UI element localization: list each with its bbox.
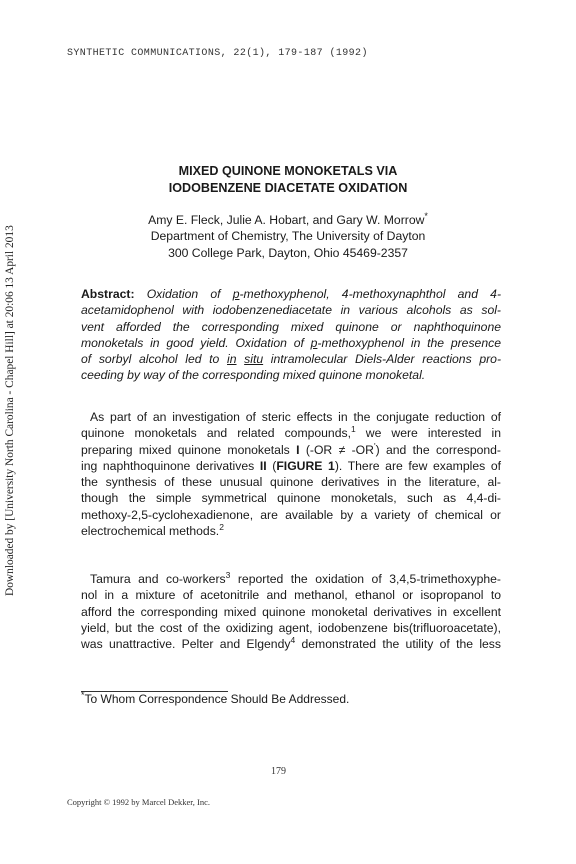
affiliation: Department of Chemistry, The University of Dayton [150,229,426,244]
abstract-line: monoketals in good yield. Oxidation of p-methoxyphenol in the presence [81,335,501,350]
abstract-label: Abstract: [81,287,135,301]
abstract [81,286,501,384]
copyright-notice: Copyright © 1992 by Marcel Dekker, Inc. [67,797,211,807]
address: 300 College Park, Dayton, Ohio 45469-2357 [168,245,408,260]
article-title [120,163,456,196]
text-line: Tamura and co-workers$^3$ reported the oxidation of 3,4,5-trimethoxyphe- [90,569,501,586]
page-number: 179 [271,766,286,777]
text-line: afford the corresponding mixed quinone monoketal derivatives in excellent [81,604,501,619]
ref-1: 1 [350,424,356,435]
footnote-mark: * [81,690,85,700]
title-line-2: IODOBENZENE DIACETATE OXIDATION [168,180,408,195]
text-line: preparing mixed quinone monoketals I (-OR ≠ -OR') and the correspond- [81,440,501,457]
ref-2: 2 [219,522,224,533]
text-line: nol in a mixture of acetonitrile and methanol, ethanol or isopropanol to [81,588,501,603]
download-watermark: Downloaded by [University North Carolina - Chapel Hill] at 20:06 13 April 2013 [4,225,16,596]
author-names: Amy E. Fleck, Julie A. Hobart, and Gary W. Morrow* [148,210,428,227]
footnote: *To Whom Correspondence Should Be Addressed. [81,690,350,706]
title-line-1: MIXED QUINONE MONOKETALS VIA [178,164,398,178]
abstract-line: of sorbyl alcohol led to in situ intramolecular Diels-Alder reactions pro- [81,352,502,367]
text-line: yield, but the cost of the oxidizing agent, iodobenzene bis(trifluoroacetate), [81,620,501,635]
ref-4: 4 [290,635,296,646]
running-header: SYNTHETIC COMMUNICATIONS, 22(1), 179-187 (1992) [67,48,368,59]
corresponding-mark: * [424,210,428,221]
abstract-line: vent afforded the corresponding mixed quinone or naphthoquinone [81,319,501,334]
text-line: quinone monoketals and related compounds,$^1$ we were interested in [81,424,501,441]
ref-3: 3 [225,569,231,580]
body-paragraph-1 [81,409,501,539]
text-line: electrochemical methods.$^2$ [81,522,224,539]
abstract-line: acetamidophenol with iodobenzenediacetate in various alcohols as sol- [81,303,501,318]
text-line: though the simple symmetrical quinone monoketals, such as 4,4-di- [81,491,501,506]
author-block [110,212,466,261]
text-line: ing naphthoquinone derivatives II (FIGURE 1). There are few examples of [81,458,501,473]
abstract-line: ceeding by way of the corresponding mixed quinone monoketal. [81,368,426,383]
text-line: methoxy-2,5-cyclohexadienone, are available by a variety of chemical or [81,507,501,522]
text-line: was unattractive. Pelter and Elgendy$^4$ demonstrated the utility of the less [81,635,501,652]
text-line: As part of an investigation of steric effects in the conjugate reduction of [90,410,501,424]
abstract-line: Abstract: Oxidation of p-methoxyphenol, 4-methoxynaphthol and 4- [81,287,501,301]
text-line: the synthesis of these unusual quinone derivatives in the literature, al- [81,475,501,490]
body-paragraph-2 [81,571,501,652]
